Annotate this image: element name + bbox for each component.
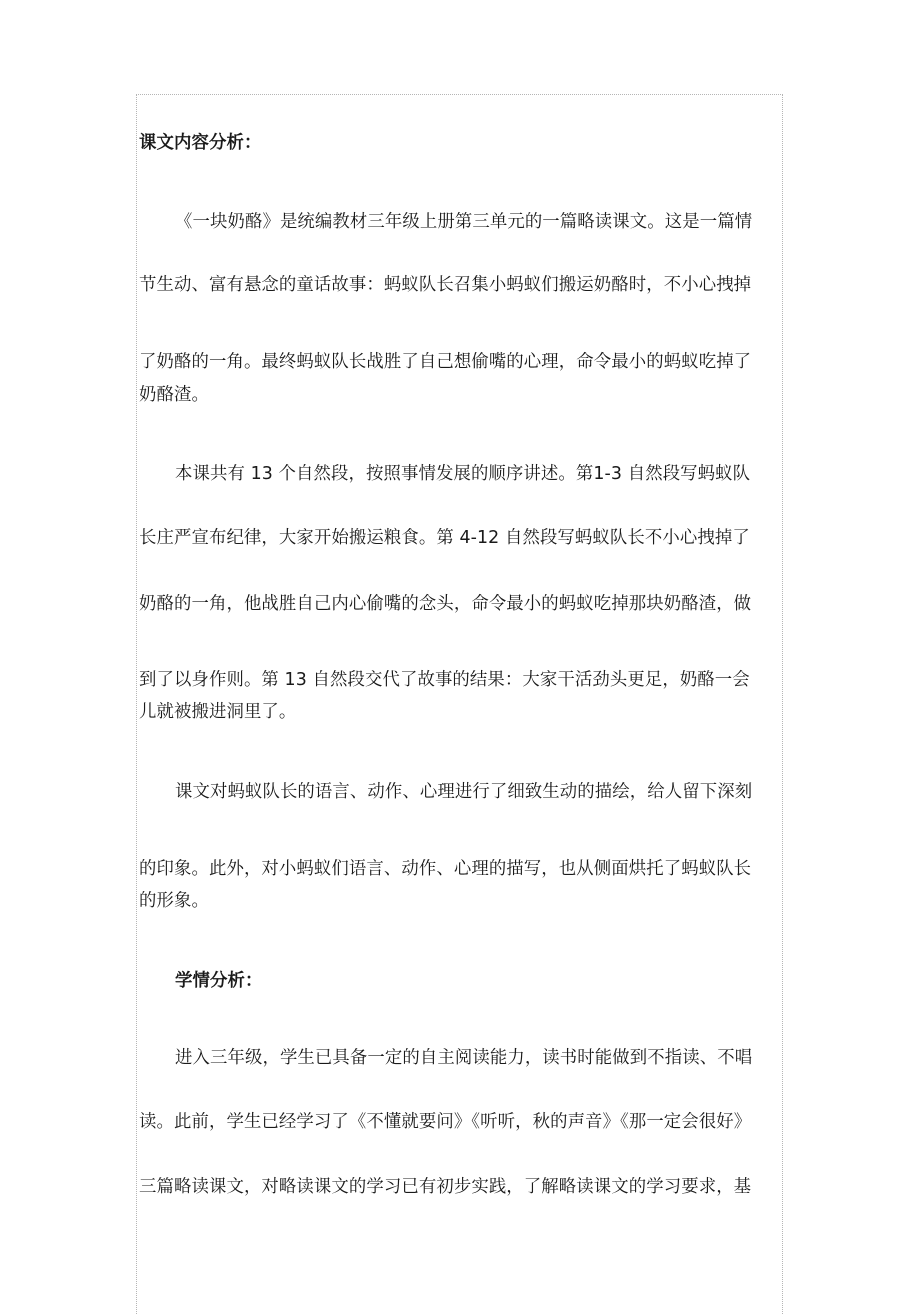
paragraph-line: 的形象。 bbox=[139, 891, 209, 911]
section-heading-content-analysis: 课文内容分析： bbox=[139, 133, 262, 153]
paragraph-line: 进入三年级，学生已具备一定的自主阅读能力，读书时能做到不指读、不唱 bbox=[175, 1048, 753, 1068]
paragraph-line: 节生动、富有悬念的童话故事：蚂蚁队长召集小蚂蚁们搬运奶酪时，不小心拽掉 bbox=[139, 275, 752, 295]
paragraph-line: 本课共有 13 个自然段，按照事情发展的顺序讲述。第1-3 自然段写蚂蚁队 bbox=[175, 464, 751, 484]
paragraph-line: 到了以身作则。第 13 自然段交代了故事的结果：大家干活劲头更足，奶酪一会 bbox=[139, 670, 750, 690]
paragraph-line: 的印象。此外，对小蚂蚁们语言、动作、心理的描写，也从侧面烘托了蚂蚁队长 bbox=[139, 859, 752, 879]
paragraph-line: 了奶酪的一角。最终蚂蚁队长战胜了自己想偷嘴的心理，命令最小的蚂蚁吃掉了 bbox=[139, 352, 752, 372]
paragraph-line: 儿就被搬进洞里了。 bbox=[139, 702, 297, 722]
paragraph-line: 长庄严宣布纪律，大家开始搬运粮食。第 4-12 自然段写蚂蚁队长不小心拽掉了 bbox=[139, 528, 750, 548]
section-heading-learner-analysis: 学情分析： bbox=[175, 971, 263, 991]
paragraph-line: 读。此前，学生已经学习了《不懂就要问》《听听，秋的声音》《那一定会很好》 bbox=[139, 1112, 752, 1132]
paragraph-line: 三篇略读课文，对略读课文的学习已有初步实践，了解略读课文的学习要求，基 bbox=[139, 1177, 752, 1197]
paragraph-line: 课文对蚂蚁队长的语言、动作、心理进行了细致生动的描绘，给人留下深刻 bbox=[175, 782, 753, 802]
paragraph-line: 奶酪的一角，他战胜自己内心偷嘴的念头，命令最小的蚂蚁吃掉那块奶酪渣，做 bbox=[139, 594, 752, 614]
paragraph-line: 奶酪渣。 bbox=[139, 385, 209, 405]
paragraph-line: 《一块奶酪》是统编教材三年级上册第三单元的一篇略读课文。这是一篇情 bbox=[175, 212, 753, 232]
